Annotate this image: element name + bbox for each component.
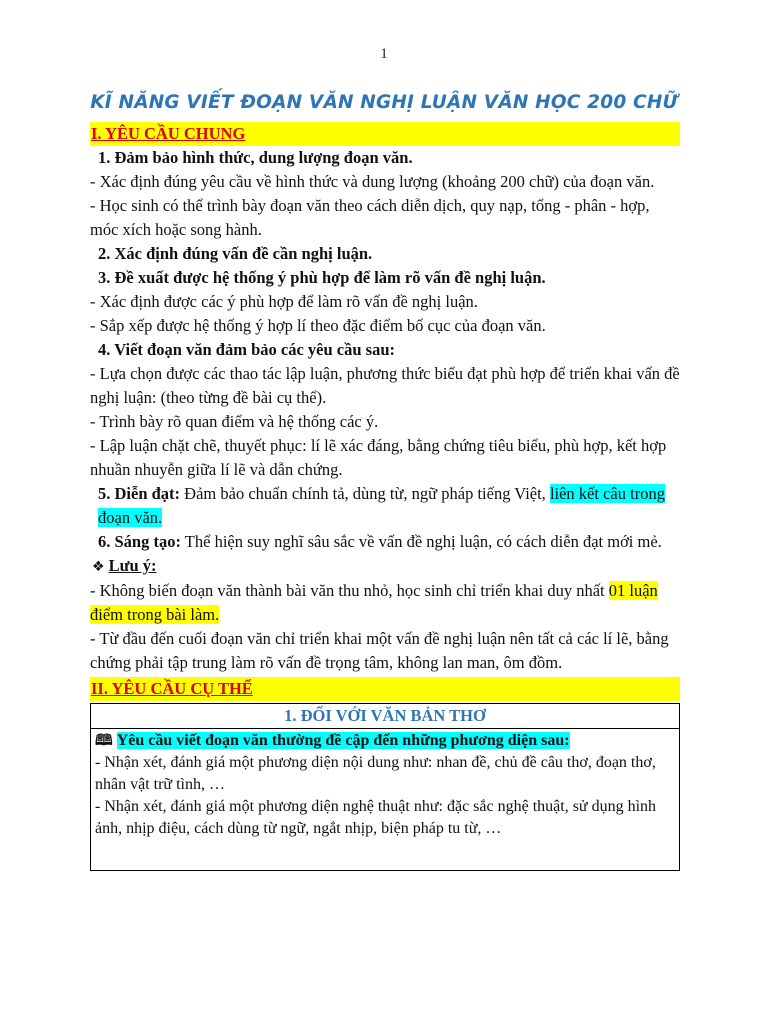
section-heading-text: I. YÊU CẦU CHUNG — [91, 124, 246, 143]
section-heading-text: II. YÊU CẦU CỤ THỂ — [91, 679, 253, 698]
requirement-6-text: Thể hiện suy nghĩ sâu sắc về vấn đề nghị luận, có cách diễn đạt mới mẻ. — [180, 532, 662, 551]
section-heading-specific — [90, 677, 680, 701]
requirement-3-line: - Sắp xếp được hệ thống ý hợp lí theo đặc điểm bố cục của đoạn văn. — [90, 316, 546, 335]
open-book-icon: 🕮 — [95, 731, 113, 749]
requirement-4-line: - Lập luận chặt chẽ, thuyết phục: lí lẽ xác đáng, bằng chứng tiêu biểu, phù hợp, kết hợp nhuần nhuyễn giữa lí lẽ và dẫn chứng. — [90, 436, 667, 479]
page-number: 1 — [380, 46, 388, 62]
document-title: KĨ NĂNG VIẾT ĐOẠN VĂN NGHỊ LUẬN VĂN HỌC 200 CHỮ — [90, 92, 678, 113]
requirement-4-line: - Lựa chọn được các thao tác lập luận, phương thức biểu đạt phù hợp để triển khai vấn đề nghị luận: (theo từng đề bài cụ thể). — [90, 364, 680, 407]
section-heading-general — [90, 122, 680, 146]
box-title: 1. ĐỐI VỚI VĂN BẢN THƠ — [91, 704, 679, 729]
document-body — [90, 122, 680, 871]
note-label: Lưu ý: — [108, 556, 157, 575]
requirement-5-label: 5. Diễn đạt: — [98, 484, 181, 503]
note-1-highlight: 01 luận điểm trong bài làm. — [90, 581, 658, 624]
requirement-5-paragraph — [90, 482, 680, 530]
box-requirement-text: Yêu cầu viết đoạn văn thường đề cập đến những phương diện sau: — [116, 732, 570, 749]
note-1 — [90, 579, 680, 627]
box-line: - Nhận xét, đánh giá một phương diện nghệ thuật như: đặc sắc nghệ thuật, sử dụng hình ảnh, nhịp điệu, cách dùng từ ngữ, ngắt nhịp, biện pháp tu từ, … — [95, 798, 657, 837]
requirement-5-highlight: liên kết câu trong đoạn văn. — [98, 484, 665, 527]
requirement-3-heading: 3. Đề xuất được hệ thống ý phù hợp để làm rõ vấn đề nghị luận. — [98, 268, 546, 287]
note-2: - Từ đầu đến cuối đoạn văn chỉ triển khai một vấn đề nghị luận nên tất cả các lí lẽ, bằng chứng phải tập trung làm rõ vấn đề trọng tâm, không lan man, ôm đồm. — [90, 629, 669, 672]
requirement-5-text: Đảm bảo chuẩn chính tả, dùng từ, ngữ pháp tiếng Việt, — [180, 484, 550, 503]
box-requirement — [95, 729, 675, 752]
requirement-2-heading: 2. Xác định đúng vấn đề cần nghị luận. — [98, 244, 373, 263]
poetry-requirements-box — [90, 703, 680, 871]
diamond-bullet-icon: ❖ — [92, 559, 105, 575]
requirement-4-line: - Trình bày rõ quan điểm và hệ thống các ý. — [90, 412, 379, 431]
requirement-1-line: - Xác định đúng yêu cầu về hình thức và dung lượng (khoảng 200 chữ) của đoạn văn. — [90, 172, 655, 191]
requirement-4-heading: 4. Viết đoạn văn đảm bảo các yêu cầu sau: — [98, 340, 396, 359]
note-1-text: - Không biến đoạn văn thành bài văn thu nhỏ, học sinh chỉ triển khai duy nhất — [90, 581, 609, 600]
box-line: - Nhận xét, đánh giá một phương diện nội dung như: nhan đề, chủ đề câu thơ, đoạn thơ, nhân vật trữ tình, … — [95, 754, 656, 793]
requirement-1-heading: 1. Đảm bảo hình thức, dung lượng đoạn văn. — [98, 148, 413, 167]
requirement-3-line: - Xác định được các ý phù hợp để làm rõ vấn đề nghị luận. — [90, 292, 478, 311]
requirement-1-line: - Học sinh có thể trình bày đoạn văn theo cách diễn dịch, quy nạp, tổng - phân - hợp, móc xích hoặc song hành. — [90, 196, 650, 239]
requirement-6-label: 6. Sáng tạo: — [98, 532, 181, 551]
box-body — [91, 729, 679, 840]
requirement-6-paragraph — [90, 530, 680, 554]
note-heading — [90, 554, 680, 579]
